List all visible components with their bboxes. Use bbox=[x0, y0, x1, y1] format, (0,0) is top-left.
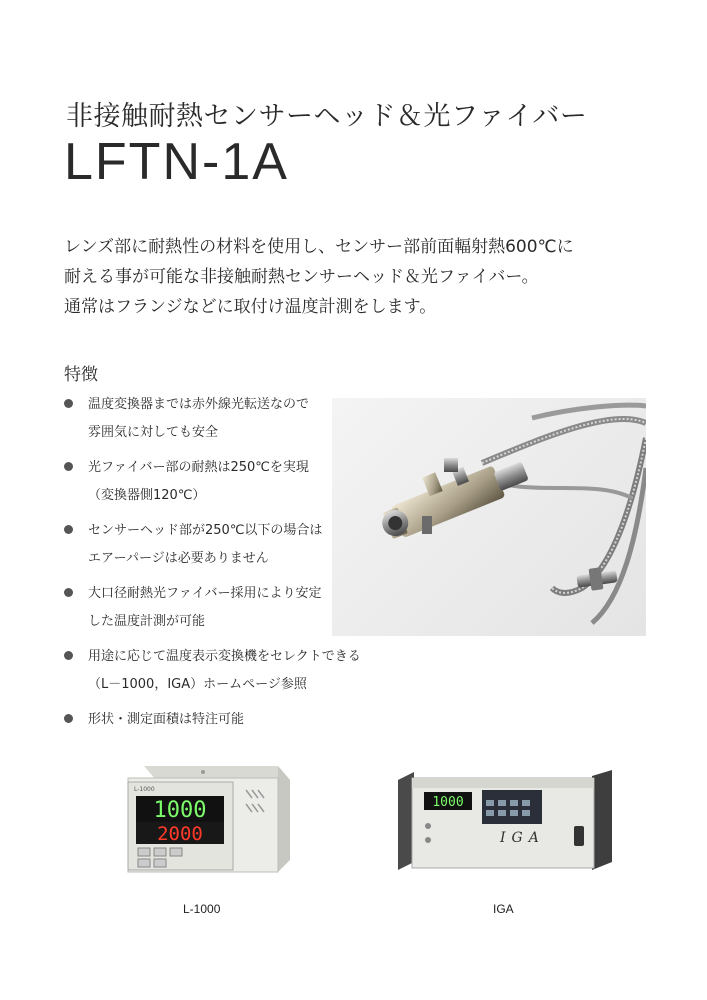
feature-item bbox=[64, 708, 364, 732]
feature-line: （変換器側120℃） bbox=[88, 488, 206, 503]
feature-item bbox=[64, 645, 364, 700]
feature-item bbox=[64, 456, 364, 511]
l1000-display-bottom: 2000 bbox=[157, 823, 203, 845]
bullet-icon bbox=[64, 588, 73, 597]
l1000-caption: L-1000 bbox=[183, 902, 221, 916]
bullet-icon bbox=[64, 651, 73, 660]
feature-line: センサーヘッド部が250℃以下の場合は bbox=[88, 523, 323, 538]
intro-line: 耐える事が可能な非接触耐熱センサーヘッド＆光ファイバー。 bbox=[64, 267, 539, 287]
feature-item bbox=[64, 393, 364, 448]
features-list bbox=[64, 393, 364, 740]
bullet-icon bbox=[64, 399, 73, 408]
l1000-panel-label: L-1000 bbox=[134, 786, 155, 793]
feature-line: 用途に応じて温度表示変換機をセレクトできる bbox=[88, 649, 361, 664]
feature-item bbox=[64, 519, 364, 574]
feature-line: 温度変換器までは赤外線光転送なので bbox=[88, 397, 310, 412]
feature-line: 光ファイバー部の耐熱は250℃を実現 bbox=[88, 460, 309, 475]
feature-line: 大口径耐熱光ファイバー採用により安定 bbox=[88, 586, 322, 601]
feature-item bbox=[64, 582, 364, 637]
feature-line: 形状・測定面積は特注可能 bbox=[88, 712, 245, 727]
sensor-fiber-illustration bbox=[332, 398, 646, 636]
intro-paragraph bbox=[64, 232, 664, 322]
iga-illustration bbox=[388, 770, 618, 880]
feature-line: （L－1000，IGA）ホームページ参照 bbox=[88, 677, 307, 692]
intro-line: 通常はフランジなどに取付け温度計測をします。 bbox=[64, 297, 437, 317]
l1000-illustration bbox=[118, 760, 294, 880]
product-subtitle: 非接触耐熱センサーヘッド＆光ファイバー bbox=[66, 101, 588, 132]
iga-device-photo bbox=[388, 770, 618, 880]
features-heading: 特徴 bbox=[64, 365, 98, 385]
feature-line: した温度計測が可能 bbox=[88, 614, 206, 629]
intro-line: レンズ部に耐熱性の材料を使用し、センサー部前面輻射熱600℃に bbox=[64, 237, 574, 257]
feature-line: 雰囲気に対しても安全 bbox=[88, 425, 219, 440]
sensor-head-photo bbox=[332, 398, 646, 636]
feature-line: エアーパージは必要ありません bbox=[88, 551, 269, 566]
bullet-icon bbox=[64, 462, 73, 471]
l1000-device-photo bbox=[118, 760, 294, 880]
bullet-icon bbox=[64, 714, 73, 723]
iga-display: 1000 bbox=[432, 795, 464, 810]
bullet-icon bbox=[64, 525, 73, 534]
l1000-display-top: 1000 bbox=[153, 798, 207, 823]
product-model-title: LFTN-1A bbox=[64, 133, 289, 191]
iga-caption: IGA bbox=[493, 902, 514, 916]
iga-panel-label: IGA bbox=[500, 830, 545, 846]
